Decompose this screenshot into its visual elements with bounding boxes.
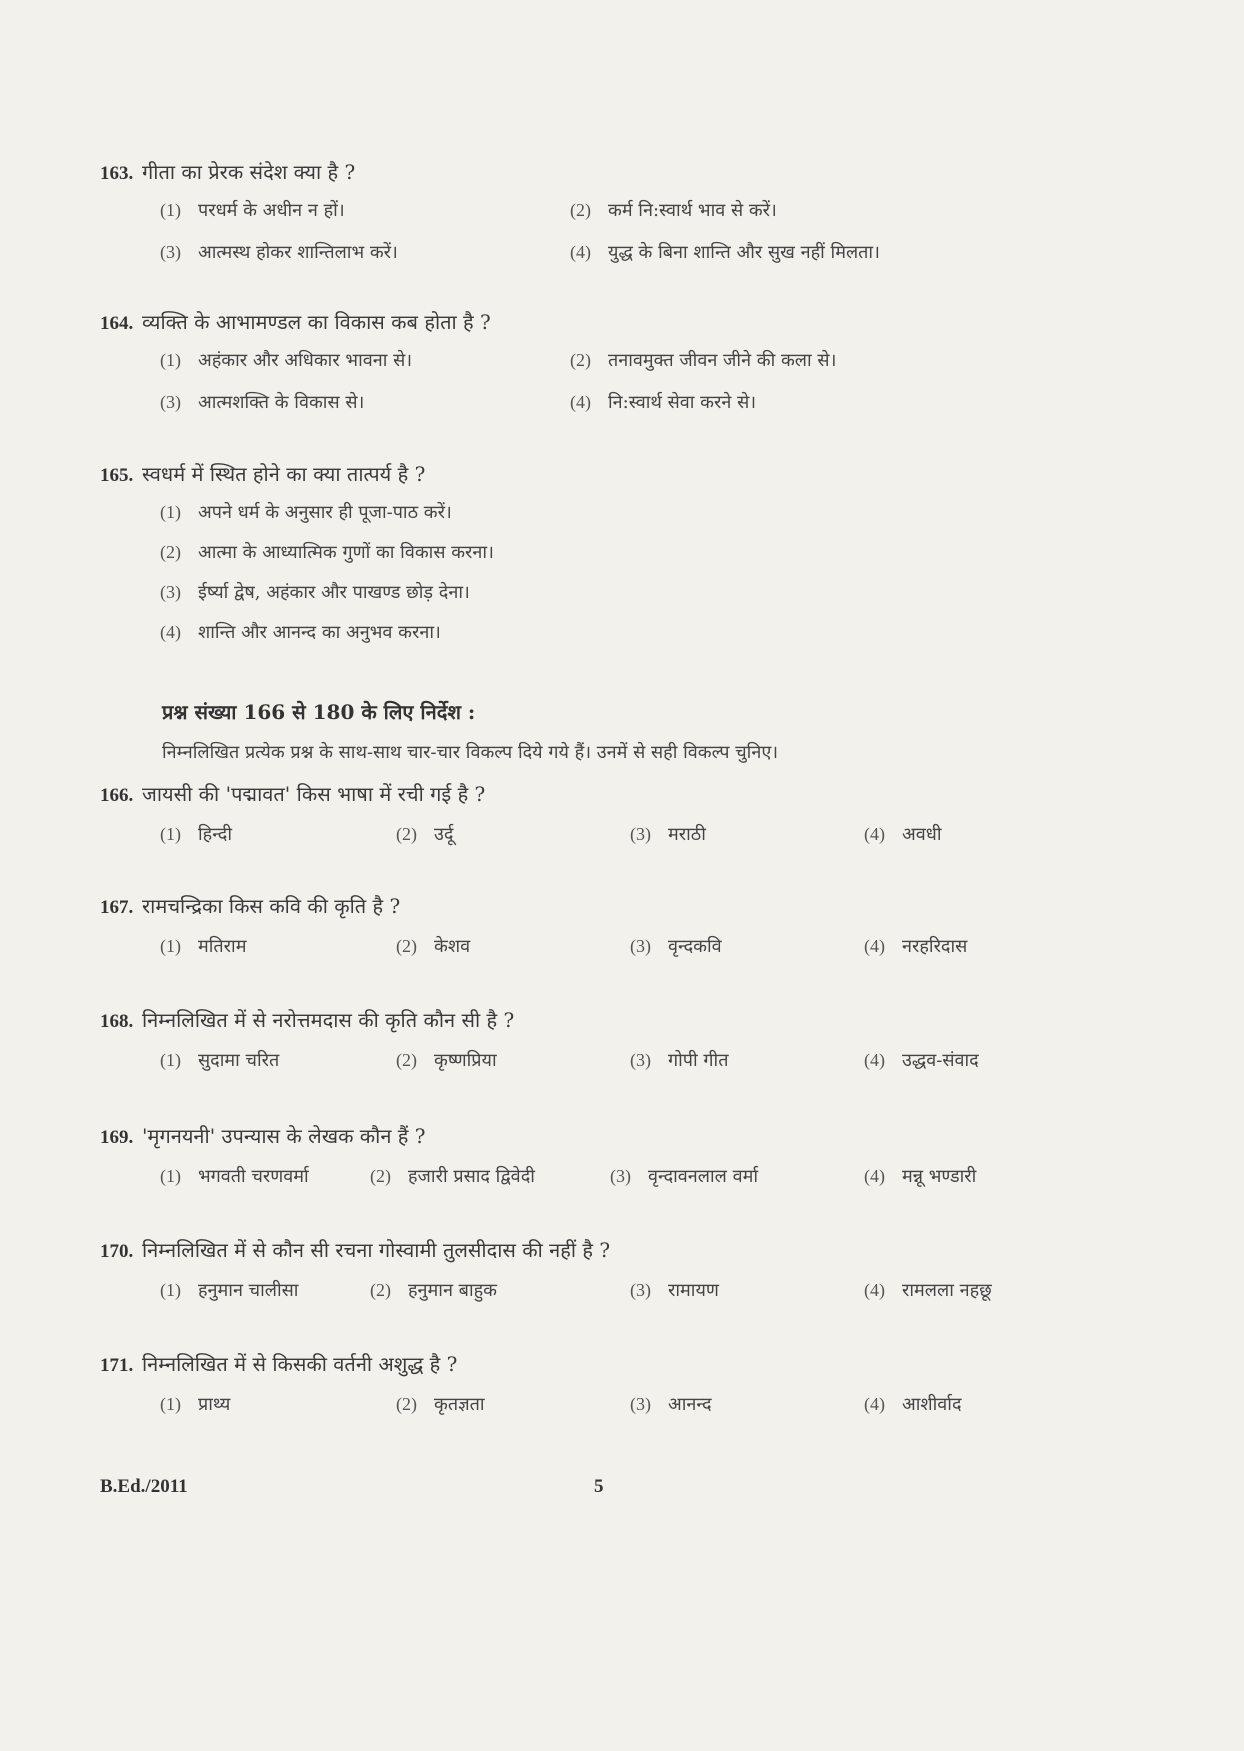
option-label: (2): [396, 824, 417, 844]
option-text: अहंकार और अधिकार भावना से।: [198, 350, 413, 371]
option-text: वृन्दकवि: [668, 936, 722, 957]
option-label: (1): [160, 350, 181, 370]
question-163: [100, 158, 1160, 272]
question-text: निम्नलिखित में से नरोत्तमदास की कृति कौन सी है ?: [142, 1008, 515, 1032]
question-166: [100, 780, 1160, 856]
question-stem: [100, 460, 1160, 490]
option-text: ईर्ष्या द्वेष, अहंकार और पाखण्ड छोड़ देना।: [198, 582, 470, 603]
option-text: परधर्म के अधीन न हों।: [198, 200, 345, 221]
option-label: (2): [370, 1166, 391, 1186]
option-text: मराठी: [668, 824, 706, 845]
option-text: गोपी गीत: [668, 1050, 729, 1071]
option-4: [864, 934, 967, 958]
option-4: [864, 1278, 992, 1302]
option-label: (3): [630, 824, 651, 844]
option-label: (2): [570, 350, 591, 370]
question-165: [100, 460, 1160, 650]
option-2: [396, 1048, 497, 1072]
question-number: 170.: [100, 1241, 134, 1262]
options-row: [160, 1392, 1160, 1426]
option-label: (1): [160, 1166, 181, 1186]
question-text: गीता का प्रेरक संदेश क्या है ?: [142, 160, 356, 184]
question-number: 163.: [100, 163, 134, 184]
question-167: [100, 892, 1160, 968]
section-heading: प्रश्न संख्या 166 से 180 के लिए निर्देश :: [162, 700, 476, 724]
option-text: हजारी प्रसाद द्विवेदी: [408, 1166, 535, 1187]
option-2: [370, 1278, 497, 1302]
option-label: (4): [570, 392, 591, 412]
option-2: [370, 1164, 535, 1188]
option-4: [864, 1048, 979, 1072]
option-label: (4): [864, 1394, 885, 1414]
page-number: 5: [594, 1476, 604, 1497]
option-label: (4): [864, 1280, 885, 1300]
option-label: (3): [160, 242, 181, 262]
option-text: आत्मस्थ होकर शान्तिलाभ करें।: [198, 242, 398, 263]
option-label: (4): [570, 242, 591, 262]
option-4: [570, 240, 880, 264]
option-text: हनुमान चालीसा: [198, 1280, 299, 1301]
option-text: युद्ध के बिना शान्ति और सुख नहीं मिलता।: [608, 242, 880, 263]
option-text: आत्मशक्ति के विकास से।: [198, 392, 365, 413]
question-text: स्वधर्म में स्थित होने का क्या तात्पर्य है ?: [142, 462, 426, 486]
option-label: (1): [160, 824, 181, 844]
option-3: [610, 1164, 758, 1188]
option-3: [630, 1392, 712, 1416]
option-1: [160, 1048, 279, 1072]
option-text: नरहरिदास: [902, 936, 968, 957]
options-row: [160, 390, 1160, 422]
question-168: [100, 1006, 1160, 1082]
option-text: तनावमुक्त जीवन जीने की कला से।: [608, 350, 837, 371]
option-label: (4): [864, 824, 885, 844]
options-row: [160, 240, 1160, 272]
option-label: (2): [396, 1050, 417, 1070]
option-1: [160, 500, 1160, 530]
option-text: केशव: [434, 936, 471, 957]
option-2: [570, 198, 777, 222]
question-number: 165.: [100, 465, 134, 486]
section-instruction: निम्नलिखित प्रत्येक प्रश्न के साथ-साथ चार-चार विकल्प दिये गये हैं। उनमें से सही विकल्प चुनिए।: [162, 742, 779, 763]
option-label: (2): [160, 542, 181, 562]
question-text: 'मृगनयनी' उपन्यास के लेखक कौन हैं ?: [142, 1124, 426, 1148]
option-label: (4): [160, 622, 181, 642]
option-2: [396, 822, 453, 846]
option-label: (1): [160, 1050, 181, 1070]
question-stem: [100, 1236, 1160, 1266]
question-number: 171.: [100, 1355, 134, 1376]
option-text: मन्नू भण्डारी: [902, 1166, 977, 1187]
question-stem: [100, 1006, 1160, 1036]
option-label: (4): [864, 936, 885, 956]
option-text: प्राथ्य: [198, 1394, 231, 1415]
option-3: [630, 1278, 719, 1302]
option-text: अवधी: [902, 824, 942, 845]
question-171: [100, 1350, 1160, 1426]
question-number: 167.: [100, 897, 134, 918]
option-3: [630, 1048, 728, 1072]
option-text: उर्दू: [434, 824, 454, 845]
option-3: [160, 240, 398, 264]
option-3: [630, 934, 722, 958]
option-label: (3): [630, 1280, 651, 1300]
option-text: आत्मा के आध्यात्मिक गुणों का विकास करना।: [198, 542, 494, 563]
option-label: (3): [630, 936, 651, 956]
option-label: (4): [864, 1166, 885, 1186]
option-text: उद्धव-संवाद: [902, 1050, 979, 1071]
option-text: नि:स्वार्थ सेवा करने से।: [608, 392, 757, 413]
option-1: [160, 822, 232, 846]
option-label: (3): [630, 1394, 651, 1414]
question-number: 166.: [100, 785, 134, 806]
option-label: (2): [570, 200, 591, 220]
options-row: [160, 822, 1160, 856]
question-169: [100, 1122, 1160, 1198]
question-stem: [100, 308, 1160, 338]
option-label: (3): [160, 582, 181, 602]
option-label: (1): [160, 1280, 181, 1300]
option-text: आशीर्वाद: [902, 1394, 962, 1415]
question-number: 169.: [100, 1127, 134, 1148]
option-text: हनुमान बाहुक: [408, 1280, 498, 1301]
options-row: [160, 348, 1160, 380]
question-stem: [100, 780, 1160, 810]
option-2: [570, 348, 836, 372]
option-label: (1): [160, 936, 181, 956]
option-text: मतिराम: [198, 936, 247, 957]
option-4: [160, 620, 1160, 650]
option-1: [160, 198, 345, 222]
option-text: शान्ति और आनन्द का अनुभव करना।: [198, 622, 441, 643]
question-stem: [100, 892, 1160, 922]
question-stem: [100, 1122, 1160, 1152]
option-1: [160, 934, 246, 958]
options-row: [160, 198, 1160, 230]
question-number: 164.: [100, 313, 134, 334]
question-number: 168.: [100, 1011, 134, 1032]
question-stem: [100, 1350, 1160, 1380]
question-text: व्यक्ति के आभामण्डल का विकास कब होता है ?: [142, 310, 491, 334]
question-164: [100, 308, 1160, 422]
option-text: रामलला नहछू: [902, 1280, 992, 1301]
option-label: (2): [396, 936, 417, 956]
question-170: [100, 1236, 1160, 1312]
option-label: (4): [864, 1050, 885, 1070]
question-text: निम्नलिखित में से किसकी वर्तनी अशुद्ध है ?: [142, 1352, 458, 1376]
option-text: कृतज्ञता: [434, 1394, 485, 1415]
option-4: [570, 390, 756, 414]
option-text: कृष्णप्रिया: [434, 1050, 497, 1071]
option-1: [160, 1392, 230, 1416]
option-1: [160, 1164, 309, 1188]
options-row: [160, 1048, 1160, 1082]
options-row: [160, 1278, 1160, 1312]
option-label: (3): [160, 392, 181, 412]
option-text: कर्म नि:स्वार्थ भाव से करें।: [608, 200, 777, 221]
option-2: [396, 934, 470, 958]
exam-code: B.Ed./2011: [100, 1476, 188, 1497]
option-label: (1): [160, 502, 181, 522]
option-1: [160, 1278, 298, 1302]
question-stem: [100, 158, 1160, 188]
question-text: निम्नलिखित में से कौन सी रचना गोस्वामी तुलसीदास की नहीं है ?: [142, 1238, 611, 1262]
option-text: हिन्दी: [198, 824, 233, 845]
option-2: [160, 540, 1160, 570]
option-text: वृन्दावनलाल वर्मा: [648, 1166, 759, 1187]
options-row: [160, 1164, 1160, 1198]
option-4: [864, 1164, 976, 1188]
option-text: भगवती चरणवर्मा: [198, 1166, 309, 1187]
option-text: रामायण: [668, 1280, 719, 1301]
option-label: (3): [610, 1166, 631, 1186]
option-2: [396, 1392, 485, 1416]
option-label: (2): [370, 1280, 391, 1300]
question-text: जायसी की 'पद्मावत' किस भाषा में रची गई है ?: [142, 782, 486, 806]
option-text: सुदामा चरित: [198, 1050, 280, 1071]
option-4: [864, 822, 942, 846]
option-label: (1): [160, 200, 181, 220]
option-3: [160, 580, 1160, 610]
option-text: अपने धर्म के अनुसार ही पूजा-पाठ करें।: [198, 502, 452, 523]
option-4: [864, 1392, 962, 1416]
options-row: [160, 934, 1160, 968]
option-3: [630, 822, 706, 846]
option-1: [160, 348, 412, 372]
option-3: [160, 390, 364, 414]
option-label: (1): [160, 1394, 181, 1414]
option-label: (3): [630, 1050, 651, 1070]
option-label: (2): [396, 1394, 417, 1414]
option-text: आनन्द: [668, 1394, 712, 1415]
question-text: रामचन्द्रिका किस कवि की कृति है ?: [142, 894, 401, 918]
